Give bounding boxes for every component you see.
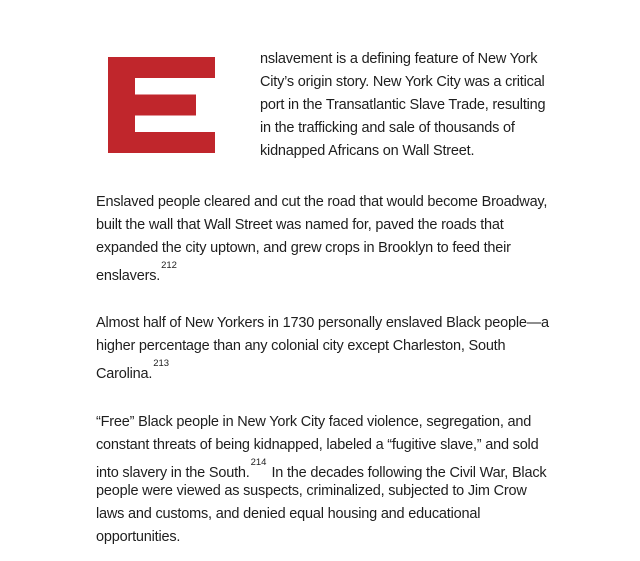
dropcap-letter-e bbox=[108, 57, 215, 153]
text-line: higher percentage than any colonial city except Charleston, South bbox=[96, 338, 506, 354]
text-line: expanded the city uptown, and grew crops in Brooklyn to feed their bbox=[96, 240, 511, 256]
intro-section bbox=[96, 48, 640, 163]
text-line: “Free” Black people in New York City faced violence, segregation, and bbox=[96, 414, 532, 430]
text-line bbox=[96, 457, 640, 480]
text-line bbox=[96, 260, 640, 283]
text-line bbox=[96, 358, 640, 381]
paragraph-broadway bbox=[96, 191, 640, 283]
text-line: kidnapped Africans on Wall Street. bbox=[260, 143, 475, 159]
text-line: constant threats of being kidnapped, labeled a “fugitive slave,” and sold bbox=[96, 437, 539, 453]
text-line: built the wall that Wall Street was named for, paved the roads that bbox=[96, 217, 504, 233]
text-line: Almost half of New Yorkers in 1730 personally enslaved Black people—a bbox=[96, 315, 549, 331]
text-line: laws and customs, and denied equal housing and educational bbox=[96, 506, 481, 522]
paragraph-1730 bbox=[96, 312, 640, 381]
dropcap-e-glyph bbox=[108, 57, 215, 153]
inline-text: into slavery in the South. bbox=[96, 464, 250, 481]
footnote-ref-212[interactable]: 212 bbox=[161, 260, 177, 271]
footnote-ref-213[interactable]: 213 bbox=[153, 358, 170, 369]
text-line: in the trafficking and sale of thousands of bbox=[260, 120, 515, 136]
paragraph-free-black-people bbox=[96, 411, 640, 549]
text-line: people were viewed as suspects, criminalized, subjected to Jim Crow bbox=[96, 483, 527, 499]
paragraph-ending-text: Carolina. bbox=[96, 365, 153, 382]
text-line: port in the Transatlantic Slave Trade, resulting bbox=[260, 97, 546, 113]
text-line: opportunities. bbox=[96, 529, 181, 545]
text-line: nslavement is a defining feature of New York bbox=[260, 51, 538, 67]
text-line: City’s origin story. New York City was a critical bbox=[260, 74, 545, 90]
text-line: Enslaved people cleared and cut the road that would become Broadway, bbox=[96, 194, 548, 210]
paragraph-ending-text: enslavers. bbox=[96, 267, 161, 284]
footnote-ref-214[interactable]: 214 bbox=[250, 457, 267, 468]
inline-continuation: In the decades following the Civil War, Black bbox=[271, 464, 547, 481]
intro-paragraph bbox=[260, 48, 545, 163]
